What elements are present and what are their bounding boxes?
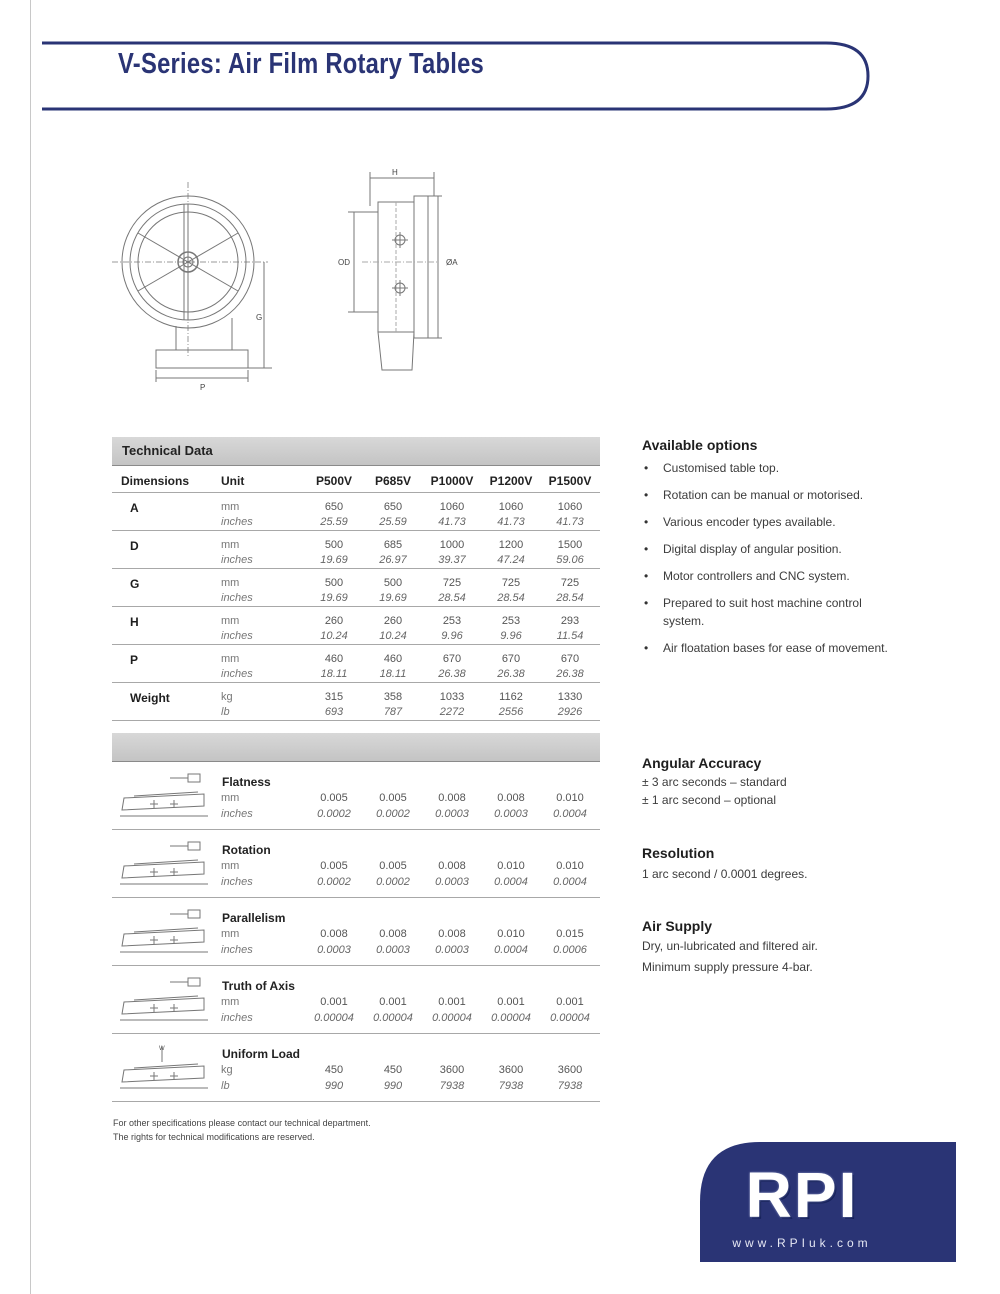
air-supply-line: Dry, un-lubricated and filtered air. — [642, 939, 818, 953]
unit-primary: mm — [221, 539, 240, 551]
value-primary: 0.008 — [497, 792, 525, 804]
accuracy-name: Truth of Axis — [222, 979, 295, 993]
value-primary: 0.005 — [379, 792, 407, 804]
value-primary: 500 — [324, 539, 344, 551]
value-primary: 0.001 — [320, 996, 348, 1008]
unit-primary: mm — [221, 577, 240, 589]
col-header-model: P1500V — [548, 474, 592, 488]
value-secondary: 2556 — [498, 706, 524, 718]
value-secondary: 0.00004 — [550, 1012, 590, 1024]
value-primary: 0.008 — [438, 860, 466, 872]
value-secondary: 11.54 — [556, 630, 584, 642]
value-secondary: 26.38 — [556, 668, 584, 680]
unit-primary: mm — [221, 653, 240, 665]
unit-primary: mm — [221, 792, 240, 804]
accuracy-row — [112, 830, 600, 898]
unit-secondary: lb — [221, 1080, 230, 1092]
unit-secondary: inches — [221, 554, 253, 566]
value-secondary: 19.69 — [320, 592, 348, 604]
value-primary: 0.005 — [320, 792, 348, 804]
col-header-unit: Unit — [221, 474, 245, 488]
value-secondary: 26.97 — [379, 554, 407, 566]
value-secondary: 41.73 — [438, 516, 466, 528]
option-item: • Digital display of angular position. — [642, 540, 892, 558]
value-primary: 0.010 — [497, 860, 525, 872]
col-header-model: P500V — [315, 474, 353, 488]
value-primary: 1330 — [557, 691, 583, 703]
angular-accuracy-line: ± 1 arc second – optional — [642, 793, 777, 807]
value-secondary: 990 — [383, 1080, 403, 1092]
value-primary: 3600 — [498, 1064, 524, 1076]
website-url[interactable]: www.RPIuk.com — [732, 1236, 872, 1250]
value-secondary: 787 — [383, 706, 403, 718]
value-secondary: 10.24 — [320, 630, 348, 642]
table-row — [112, 683, 600, 721]
unit-primary: mm — [221, 996, 240, 1008]
unit-secondary: inches — [221, 668, 253, 680]
value-secondary: 0.0003 — [435, 944, 469, 956]
value-primary: 0.010 — [556, 860, 584, 872]
value-secondary: 26.38 — [497, 668, 525, 680]
value-secondary: 9.96 — [441, 630, 463, 642]
value-primary: 450 — [324, 1064, 344, 1076]
table-row — [112, 645, 600, 683]
value-secondary: 28.54 — [497, 592, 525, 604]
value-secondary: 7938 — [498, 1080, 524, 1092]
value-primary: 0.010 — [556, 792, 584, 804]
value-primary: 0.008 — [320, 928, 348, 940]
dimension-label: A — [130, 501, 139, 515]
value-primary: 725 — [560, 577, 580, 589]
value-secondary: 0.0003 — [317, 944, 351, 956]
value-primary: 1500 — [557, 539, 583, 551]
resolution-text: 1 arc second / 0.0001 degrees. — [642, 867, 808, 881]
dimension-label: H — [130, 615, 139, 629]
value-primary: 725 — [442, 577, 462, 589]
value-secondary: 693 — [324, 706, 344, 718]
value-secondary: 19.69 — [320, 554, 348, 566]
value-secondary: 19.69 — [379, 592, 407, 604]
value-primary: 450 — [383, 1064, 403, 1076]
dimension-label: P — [130, 653, 139, 667]
footnote — [113, 1116, 371, 1144]
value-secondary: 0.0003 — [494, 808, 528, 820]
uniform-load-icon — [114, 1042, 210, 1096]
value-secondary: 2926 — [557, 706, 583, 718]
value-secondary: 0.0002 — [317, 808, 351, 820]
col-header-model: P1000V — [430, 474, 474, 488]
angular-accuracy-line: ± 3 arc seconds – standard — [642, 775, 787, 789]
dimension-label-p: P — [200, 383, 206, 392]
value-primary: 650 — [324, 501, 344, 513]
load-symbol: W — [159, 1046, 165, 1052]
value-primary: 500 — [383, 577, 403, 589]
dimension-label-od: OD — [338, 258, 350, 267]
value-secondary: 0.0004 — [494, 944, 528, 956]
value-primary: 0.001 — [497, 996, 525, 1008]
accuracy-name: Flatness — [222, 775, 271, 789]
accuracy-row — [112, 966, 600, 1034]
value-primary: 460 — [324, 653, 344, 665]
value-primary: 253 — [442, 615, 462, 627]
unit-secondary: inches — [221, 1012, 253, 1024]
unit-primary: kg — [221, 691, 233, 703]
option-item: • Prepared to suit host machine control system. — [642, 594, 892, 630]
value-secondary: 59.06 — [556, 554, 584, 566]
value-secondary: 0.0004 — [553, 808, 587, 820]
dimension-label: Weight — [130, 691, 170, 705]
unit-primary: mm — [221, 860, 240, 872]
value-secondary: 18.11 — [379, 668, 407, 680]
value-secondary: 0.0003 — [435, 876, 469, 888]
dimension-label-oa: ØA — [446, 258, 458, 267]
value-secondary: 9.96 — [500, 630, 522, 642]
unit-secondary: lb — [221, 706, 230, 718]
accuracy-name: Uniform Load — [222, 1047, 300, 1061]
air-supply-heading: Air Supply — [642, 918, 713, 934]
option-item: • Motor controllers and CNC system. — [642, 567, 892, 585]
value-primary: 253 — [501, 615, 521, 627]
option-item: • Customised table top. — [642, 459, 892, 477]
unit-secondary: inches — [221, 944, 253, 956]
value-secondary: 7938 — [557, 1080, 583, 1092]
value-secondary: 0.0004 — [494, 876, 528, 888]
value-secondary: 7938 — [439, 1080, 465, 1092]
resolution-section — [642, 845, 892, 883]
value-primary: 1000 — [439, 539, 465, 551]
unit-primary: kg — [221, 1064, 233, 1076]
value-primary: 0.005 — [379, 860, 407, 872]
unit-secondary: inches — [221, 592, 253, 604]
col-header-dimensions: Dimensions — [121, 474, 190, 488]
value-primary: 358 — [383, 691, 403, 703]
value-primary: 650 — [383, 501, 403, 513]
value-secondary: 41.73 — [556, 516, 584, 528]
value-primary: 0.001 — [379, 996, 407, 1008]
value-primary: 1162 — [499, 691, 523, 703]
value-primary: 670 — [442, 653, 462, 665]
unit-secondary: inches — [221, 516, 253, 528]
value-primary: 685 — [383, 539, 403, 551]
value-secondary: 990 — [324, 1080, 344, 1092]
table-row — [112, 531, 600, 569]
accuracy-table — [112, 733, 600, 1102]
value-primary: 0.001 — [556, 996, 584, 1008]
side-view-drawing — [338, 166, 468, 372]
technical-data-table — [112, 437, 600, 721]
table-header-row — [112, 466, 600, 493]
flatness-icon — [114, 770, 210, 824]
value-secondary: 0.0003 — [376, 944, 410, 956]
accuracy-row — [112, 762, 600, 830]
value-secondary: 26.38 — [438, 668, 466, 680]
unit-primary: mm — [221, 501, 240, 513]
table-row — [112, 493, 600, 531]
page-left-rule — [30, 0, 31, 1294]
accuracy-heading-bar — [112, 733, 600, 762]
value-secondary: 0.0003 — [435, 808, 469, 820]
value-primary: 0.015 — [556, 928, 584, 940]
value-primary: 260 — [383, 615, 403, 627]
truth-of-axis-icon — [114, 974, 210, 1028]
value-secondary: 18.11 — [320, 668, 348, 680]
footnote-line: For other specifications please contact our technical department. — [113, 1118, 371, 1128]
value-secondary: 0.0002 — [376, 876, 410, 888]
value-primary: 670 — [560, 653, 580, 665]
unit-secondary: inches — [221, 630, 253, 642]
value-secondary: 28.54 — [438, 592, 466, 604]
accuracy-name: Parallelism — [222, 911, 286, 925]
accuracy-row — [112, 898, 600, 966]
rpi-logo: RPI — [745, 1159, 859, 1231]
value-secondary: 0.00004 — [491, 1012, 531, 1024]
available-options-heading: Available options — [642, 437, 758, 453]
col-header-model: P685V — [374, 474, 412, 488]
value-primary: 0.008 — [438, 792, 466, 804]
value-primary: 670 — [501, 653, 521, 665]
dimension-label: G — [130, 577, 140, 591]
value-secondary: 47.24 — [497, 554, 525, 566]
value-primary: 1060 — [498, 501, 524, 513]
accuracy-row — [112, 1034, 600, 1102]
value-secondary: 0.00004 — [314, 1012, 354, 1024]
value-primary: 0.008 — [379, 928, 407, 940]
value-secondary: 0.0006 — [553, 944, 587, 956]
technical-data-heading: Technical Data — [112, 437, 600, 466]
value-primary: 0.010 — [497, 928, 525, 940]
angular-accuracy-section — [642, 755, 892, 809]
option-item: • Various encoder types available. — [642, 513, 892, 531]
available-options-section — [642, 437, 892, 666]
accuracy-name: Rotation — [222, 843, 271, 857]
unit-secondary: inches — [221, 876, 253, 888]
value-secondary: 0.0004 — [553, 876, 587, 888]
value-primary: 460 — [383, 653, 403, 665]
table-row — [112, 569, 600, 607]
option-item: • Rotation can be manual or motorised. — [642, 486, 892, 504]
value-primary: 500 — [324, 577, 344, 589]
value-primary: 1033 — [439, 691, 465, 703]
value-primary: 1060 — [439, 501, 465, 513]
value-secondary: 0.0002 — [376, 808, 410, 820]
col-header-model: P1200V — [489, 474, 533, 488]
angular-accuracy-heading: Angular Accuracy — [642, 755, 762, 771]
air-supply-section — [642, 918, 892, 978]
value-primary: 0.001 — [438, 996, 466, 1008]
value-secondary: 28.54 — [556, 592, 584, 604]
value-primary: 725 — [501, 577, 521, 589]
value-primary: 315 — [324, 691, 344, 703]
value-primary: 3600 — [439, 1064, 465, 1076]
air-supply-line: Minimum supply pressure 4-bar. — [642, 960, 813, 974]
unit-primary: mm — [221, 928, 240, 940]
value-secondary: 25.59 — [379, 516, 407, 528]
page-title: V-Series: Air Film Rotary Tables — [118, 48, 485, 80]
option-item: • Air floatation bases for ease of movement. — [642, 639, 892, 657]
unit-secondary: inches — [221, 808, 253, 820]
value-secondary: 41.73 — [497, 516, 525, 528]
value-primary: 260 — [324, 615, 344, 627]
resolution-heading: Resolution — [642, 845, 715, 861]
value-primary: 1200 — [498, 539, 524, 551]
value-secondary: 0.0002 — [317, 876, 351, 888]
value-secondary: 0.00004 — [432, 1012, 472, 1024]
value-primary: 0.008 — [438, 928, 466, 940]
value-secondary: 0.00004 — [373, 1012, 413, 1024]
value-secondary: 10.24 — [379, 630, 407, 642]
footnote-line: The rights for technical modifications are reserved. — [113, 1132, 315, 1142]
available-options-list — [642, 459, 892, 657]
value-primary: 1060 — [557, 501, 583, 513]
value-secondary: 39.37 — [438, 554, 466, 566]
value-secondary: 2272 — [439, 706, 465, 718]
dimension-label: D — [130, 539, 139, 553]
dimension-label-g: G — [256, 313, 263, 322]
value-primary: 293 — [560, 615, 580, 627]
value-primary: 0.005 — [320, 860, 348, 872]
table-row — [112, 607, 600, 645]
parallelism-icon — [114, 906, 210, 960]
rotation-icon — [114, 838, 210, 892]
front-view-drawing — [108, 178, 280, 392]
value-primary: 3600 — [557, 1064, 583, 1076]
unit-primary: mm — [221, 615, 240, 627]
dimension-label-h: H — [392, 168, 398, 177]
value-secondary: 25.59 — [320, 516, 348, 528]
